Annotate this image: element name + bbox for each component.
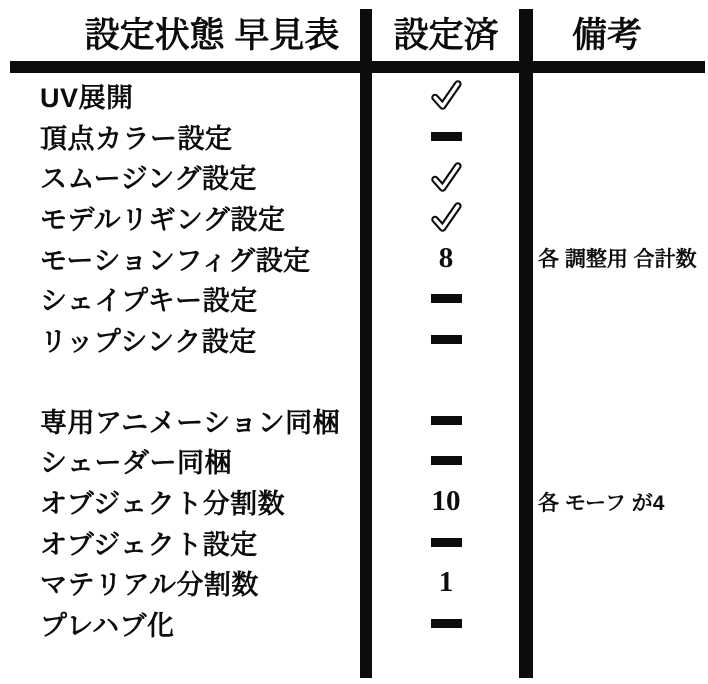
setting-label: モーションフィグ設定 [40, 245, 311, 276]
status-cell [366, 294, 526, 303]
dash-mark [431, 619, 462, 628]
header-remarks: 備考 [571, 16, 642, 55]
table-row [0, 278, 708, 319]
dash-mark [431, 416, 462, 425]
count-value: 10 [431, 485, 461, 518]
setting-label: リップシンク設定 [40, 326, 257, 357]
dash-mark [431, 335, 462, 344]
setting-label: シェイプキー設定 [40, 286, 258, 317]
table-row [0, 116, 708, 157]
status-cell [366, 335, 526, 344]
status-cell [366, 132, 526, 141]
status-cell [366, 568, 526, 597]
dash-mark [431, 456, 462, 465]
check-icon [429, 161, 463, 193]
status-cell [366, 416, 526, 425]
dash-mark [431, 294, 462, 303]
setting-label: モデルリギング設定 [40, 204, 286, 235]
check-icon [429, 79, 463, 111]
setting-label: スムージング設定 [40, 164, 257, 195]
spacer-row [0, 360, 708, 400]
status-cell [366, 619, 526, 628]
status-cell [366, 201, 526, 233]
table-row [0, 563, 708, 604]
setting-label: マテリアル分割数 [40, 570, 259, 601]
setting-label: 専用アニメーション同梱 [40, 407, 341, 438]
status-cell [366, 161, 526, 193]
dash-mark [431, 538, 462, 547]
setting-label: 頂点カラー設定 [40, 123, 233, 154]
table-row [0, 522, 708, 563]
status-cell [366, 487, 526, 516]
setting-label: シェーダー同梱 [40, 448, 232, 479]
count-value: 1 [438, 566, 454, 599]
header-settings-status: 設定状態 早見表 [84, 16, 340, 55]
status-cell [366, 456, 526, 465]
header-configured: 設定済 [393, 16, 499, 55]
dash-mark [431, 132, 462, 141]
status-cell [366, 241, 526, 274]
remark-text: 各 調整用 合計数 [538, 248, 697, 272]
table-row [0, 75, 708, 116]
table-row [0, 400, 708, 441]
header-divider-line [10, 61, 705, 73]
status-cell [366, 79, 526, 111]
table-row [0, 481, 708, 522]
setting-label: UV展開 [40, 82, 134, 113]
setting-label: プレハブ化 [40, 611, 175, 642]
table-row [0, 238, 708, 279]
remark-text: 各 モーフ が4 [538, 491, 665, 515]
table-row [0, 197, 708, 238]
table-row [0, 156, 708, 197]
table-header [0, 6, 708, 60]
table-row [0, 319, 708, 360]
table-body [0, 75, 708, 644]
table-row [0, 603, 708, 644]
status-cell [366, 538, 526, 547]
check-icon [429, 201, 463, 233]
table-row [0, 441, 708, 482]
setting-label: オブジェクト分割数 [40, 489, 286, 520]
count-value: 8 [438, 241, 454, 274]
setting-label: オブジェクト設定 [40, 529, 258, 560]
